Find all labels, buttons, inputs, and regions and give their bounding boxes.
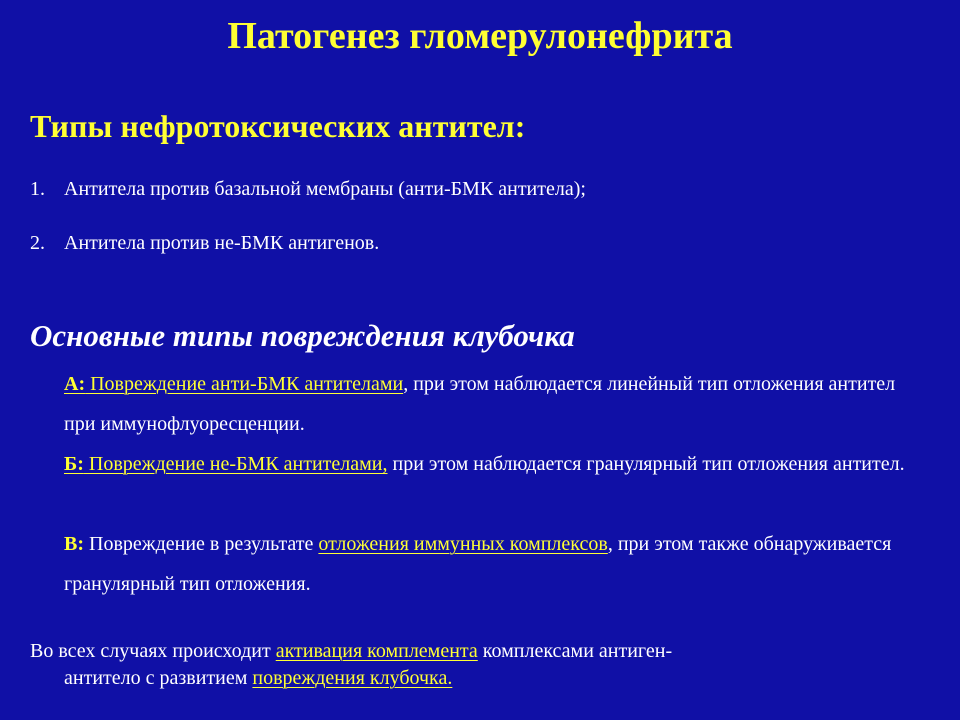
damage-type-a-label: А: Повреждение анти-БМК антителами bbox=[64, 373, 404, 395]
damage-type-b-text: при этом наблюдается гранулярный тип отложения антител. bbox=[387, 453, 905, 475]
list-text: Антитела против базальной мембраны (анти-БМК антитела); bbox=[64, 178, 586, 200]
section-heading: Основные типы повреждения клубочка bbox=[30, 318, 575, 353]
damage-type-a-text: , при этом наблюдается линейный тип отложения антител при иммунофлуоресценции. bbox=[64, 373, 896, 435]
footer-link-complement: активация комплемента bbox=[275, 640, 478, 662]
footer-line-2 bbox=[30, 665, 910, 692]
footer-link-damage: повреждения клубочка. bbox=[252, 667, 453, 689]
footer-pre: Во всех случаях происходит bbox=[30, 640, 276, 662]
list-text: Антитела против не-БМК антигенов. bbox=[64, 232, 380, 254]
damage-type-b bbox=[64, 444, 924, 484]
footer-mid: комплексами антиген- bbox=[477, 640, 673, 662]
damage-type-c-pre: Повреждение в результате bbox=[84, 533, 319, 555]
slide-subtitle: Типы нефротоксических антител: bbox=[30, 108, 526, 144]
list-number: 1. bbox=[30, 178, 45, 200]
footer-note bbox=[30, 638, 910, 692]
damage-type-c-label: В: bbox=[64, 533, 84, 555]
list-item-2 bbox=[30, 229, 379, 257]
damage-type-c-link: отложения иммунных комплексов bbox=[318, 533, 608, 555]
damage-type-c-text: , при этом также обнаруживается гранулярный тип отложения. bbox=[64, 533, 892, 595]
footer-line2-pre: антитело с развитием bbox=[64, 667, 253, 689]
slide-title: Патогенез гломерулонефрита bbox=[227, 15, 733, 57]
damage-type-a bbox=[64, 364, 924, 444]
damage-type-c bbox=[64, 524, 924, 604]
list-number: 2. bbox=[30, 232, 45, 254]
damage-type-b-label: Б: Повреждение не-БМК антителами, bbox=[64, 453, 388, 475]
list-item-1 bbox=[30, 175, 586, 203]
